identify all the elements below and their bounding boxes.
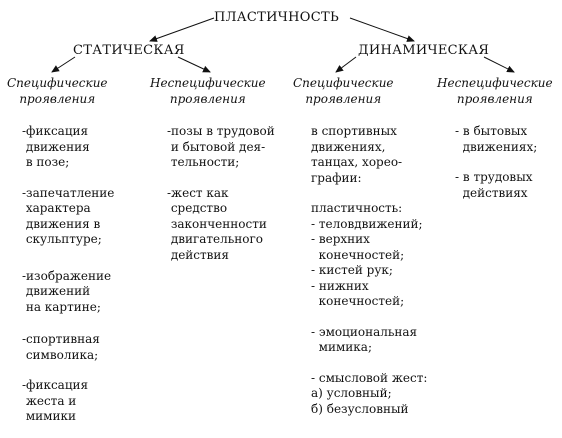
- list-item-line: -запечатление: [22, 185, 115, 200]
- category-dynamic-specific: [293, 75, 394, 107]
- category-dynamic-specific-line1: Специфические: [293, 76, 394, 90]
- list-item-line: - кистей рук;: [311, 263, 393, 277]
- list-item-line: в позе;: [22, 155, 70, 169]
- list-item-line: мимики: [22, 409, 76, 423]
- arrow-dynamic-to-specific: [336, 57, 356, 72]
- list-item-line: символика;: [22, 347, 99, 362]
- list-item: [22, 124, 114, 171]
- list-item-line: - эмоциональная: [311, 324, 418, 339]
- list-item-line: действия: [167, 247, 229, 262]
- list-item-line: а) условный;: [311, 386, 392, 400]
- list-item-line: жеста и: [22, 393, 77, 408]
- list-item-line: двигательного: [167, 232, 264, 246]
- list-item-line: на картине;: [22, 299, 101, 314]
- category-static-specific: [7, 75, 108, 107]
- list-item: [22, 186, 114, 248]
- list-item-line: -спортивная: [22, 332, 100, 346]
- category-static-nonspecific: [150, 75, 266, 107]
- column-dynamic-specific: [311, 124, 427, 417]
- list-item-line: скульптуре;: [22, 232, 102, 246]
- list-item-line: - в бытовых: [455, 124, 528, 138]
- list-item-line: пластичность:: [311, 201, 403, 215]
- category-static-specific-line2: проявления: [19, 92, 96, 106]
- list-item-line: б) безусловный: [311, 401, 409, 416]
- list-item-line: действиях: [455, 185, 528, 200]
- list-item-line: - смысловой жест:: [311, 370, 428, 385]
- list-item-line: -позы в трудовой: [167, 124, 275, 138]
- list-item: [167, 124, 275, 171]
- list-item-line: конечностей;: [311, 294, 405, 308]
- list-item: [22, 269, 114, 316]
- root-node-plasticity: ПЛАСТИЧНОСТЬ: [214, 10, 340, 25]
- category-static-nonspecific-line2: проявления: [169, 92, 246, 106]
- arrow-root-to-dynamic: [350, 18, 414, 41]
- list-item-line: - в трудовых: [455, 170, 533, 184]
- list-item-line: средство: [167, 201, 228, 215]
- list-item-line: -фиксация: [22, 378, 89, 392]
- list-item-line: -фиксация: [22, 124, 89, 138]
- branch-dynamic: ДИНАМИЧЕСКАЯ: [358, 43, 490, 58]
- arrow-dynamic-to-nonspecific: [484, 57, 514, 72]
- category-dynamic-nonspecific: [437, 75, 553, 107]
- list-item-line: и бытовой дея-: [167, 139, 266, 154]
- category-static-nonspecific-line1: Неспецифические: [150, 76, 266, 90]
- category-dynamic-nonspecific-line1: Неспецифические: [437, 76, 553, 90]
- branch-static: СТАТИЧЕСКАЯ: [73, 43, 185, 58]
- list-item-line: в спортивных: [311, 124, 397, 138]
- column-dynamic-nonspecific: [455, 124, 537, 201]
- list-item-line: тельности;: [167, 155, 240, 169]
- category-static-specific-line1: Специфические: [7, 76, 108, 90]
- list-item-line: -жест как: [167, 185, 229, 200]
- list-item: [22, 378, 114, 425]
- arrow-root-to-static: [150, 18, 214, 41]
- list-item: [311, 124, 427, 186]
- list-item-line: движения: [22, 139, 90, 154]
- list-item-line: характера: [22, 201, 91, 215]
- column-static-nonspecific: [167, 124, 275, 263]
- category-dynamic-specific-line2: проявления: [305, 92, 382, 106]
- list-item-line: - нижних: [311, 278, 369, 293]
- list-item: [455, 170, 537, 201]
- list-item-line: законченности: [167, 216, 267, 231]
- column-static-specific: [22, 124, 114, 425]
- list-item-line: движениях;: [455, 139, 538, 154]
- list-item-line: мимика;: [311, 340, 372, 354]
- list-item: [311, 201, 427, 310]
- list-item-line: - верхних: [311, 232, 370, 246]
- list-item-line: движения в: [22, 216, 101, 231]
- list-item: [167, 186, 275, 264]
- list-item-line: - теловдвижений;: [311, 216, 423, 231]
- list-item-line: конечностей;: [311, 247, 405, 262]
- arrow-static-to-nonspecific: [178, 57, 210, 72]
- list-item-line: -изображение: [22, 268, 112, 283]
- list-item: [311, 371, 427, 418]
- list-item: [311, 325, 427, 356]
- category-dynamic-nonspecific-line2: проявления: [456, 92, 533, 106]
- list-item-line: движениях,: [311, 139, 386, 154]
- list-item-line: движений: [22, 284, 91, 298]
- arrow-static-to-specific: [52, 57, 75, 72]
- list-item: [22, 332, 114, 363]
- list-item-line: графии:: [311, 170, 362, 185]
- list-item-line: танцах, хорео-: [311, 155, 403, 169]
- list-item: [455, 124, 537, 155]
